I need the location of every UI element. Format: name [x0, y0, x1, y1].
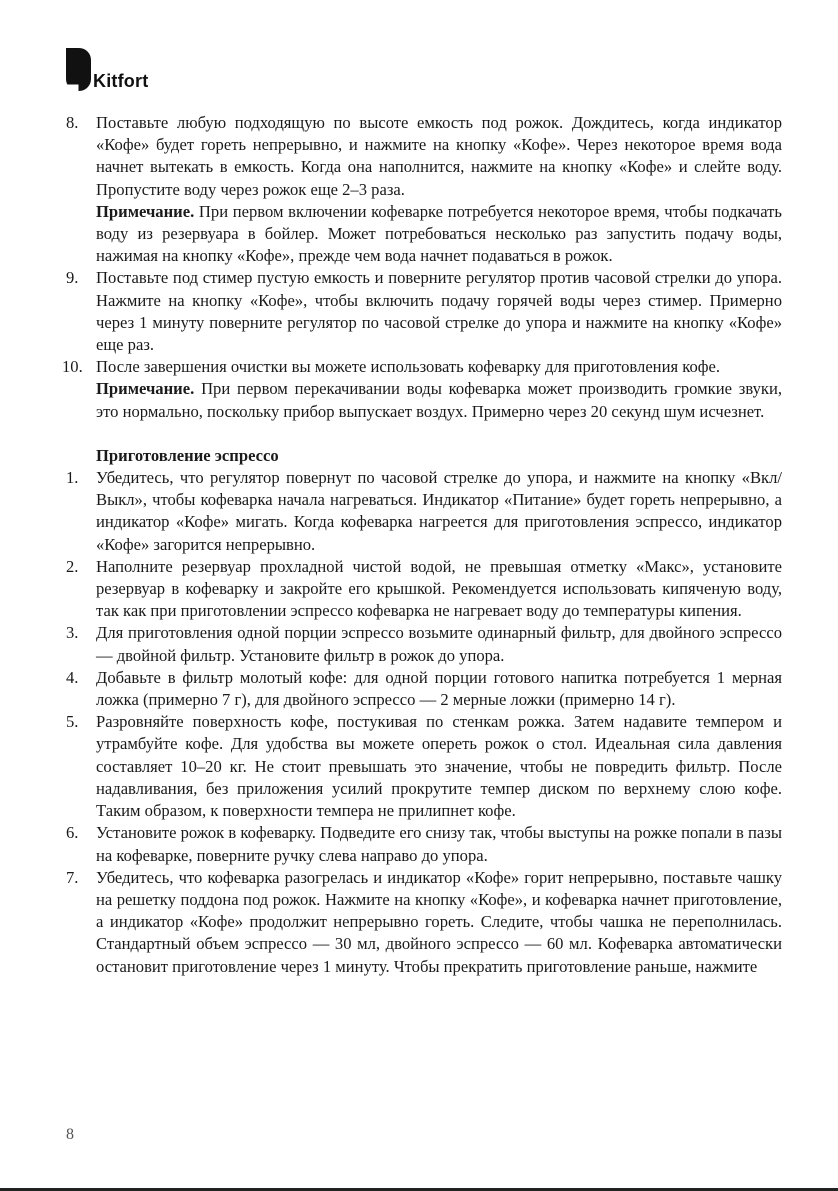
item-text: Поставьте под стимер пустую емкость и поверните регулятор против часовой стрелки до упора. Нажмите на кнопку «Кофе», чтобы включить подачу горячей воды через стимер. Примерно через 1 минуту поверните регулятор по часовой стрелке до упора и нажмите на кнопку «Кофе» еще раз. [96, 268, 782, 355]
item-number: 3. [66, 623, 79, 643]
item-number: 7. [66, 867, 79, 887]
item-number: 4. [66, 667, 79, 687]
kitfort-logo-icon [66, 48, 91, 91]
note-text: При первом перекачивании воды кофеварка может производить громкие звуки, это нормально, поскольку прибор выпускает воздух. Примерно через 20 секунд шум исчезнет. [96, 379, 782, 421]
item-number: 1. [66, 468, 79, 488]
note-label: Примечание. [96, 379, 195, 399]
item-text: Поставьте любую подходящую по высоте емкость под рожок. Дождитесь, когда индикатор «Кофе» будет гореть непрерывно, и нажмите на кнопку «Кофе». Через некоторое время вода начнет вытекать в емкость. Когда она наполнится, нажмите на кнопку «Кофе» и слейте воду. Пропустите воду через рожок еще 2–3 раза. [96, 113, 782, 199]
item-text: После завершения очистки вы можете использовать кофеварку для приготовления кофе. [96, 357, 721, 377]
note [96, 378, 782, 422]
list-item [66, 867, 782, 978]
list-item [66, 267, 782, 356]
list-item [66, 711, 782, 822]
item-number: 2. [66, 556, 79, 576]
item-text: Установите рожок в кофеварку. Подведите его снизу так, чтобы выступы на рожке попали в пазы на кофеварке, поверните ручку слева направо до упора. [96, 823, 782, 865]
item-number: 5. [66, 712, 79, 732]
note-label: Примечание. [96, 201, 195, 221]
list-item [66, 467, 782, 556]
item-number: 9. [66, 268, 79, 288]
list-item [66, 112, 782, 201]
list-item [66, 822, 782, 866]
list-item [66, 667, 782, 711]
brand-logo [66, 48, 148, 91]
item-text: Наполните резервуар прохладной чистой водой, не превышая отметку «Макс», установите резервуар в кофеварку и закройте его крышкой. Рекомендуется использовать кипяченую воду, так как при приготовлении эспрессо кофеварка не нагревает воду до температуры кипения. [96, 556, 782, 621]
item-text: Убедитесь, что кофеварка разогрелась и индикатор «Кофе» горит непрерывно, поставьте чашку на решетку поддона под рожок. Нажмите на кнопку «Кофе», и кофеварка начнет приготовление, а индикатор «Кофе» продолжит непрерывно гореть. Следите, чтобы чашка не переполнилась. Стандартный объем эспрессо — 30 мл, двойного эспрессо — 60 мл. Кофеварка автоматически остановит приготовление через 1 минуту. Чтобы прекратить приготовление раньше, нажмите [96, 867, 782, 976]
item-text: Убедитесь, что регулятор повернут по часовой стрелке до упора, и нажмите на кнопку «Вкл/Выкл», чтобы кофеварка начала нагреваться. Индикатор «Питание» будет гореть непрерывно, а индикатор «Кофе» мигать. Когда кофеварка нагреется для приготовления эспрессо, индикатор «Кофе» загорится непрерывно. [96, 468, 782, 554]
item-text: Разровняйте поверхность кофе, постукивая по стенкам рожка. Затем надавите темпером и утрамбуйте кофе. Для удобства вы можете опереть рожок о стол. Идеальная сила давления составляет 10–20 кг. Не стоит превышать это значение, чтобы не повредить фильтр. После надавливания, без приложения усилий прокрутите темпер диском по верхнему слою кофе. Таким образом, к поверхности темпера не прилипнет кофе. [96, 712, 782, 821]
list-item [66, 622, 782, 666]
page-number: 8 [66, 1126, 74, 1143]
item-number: 10. [62, 357, 83, 377]
note [96, 201, 782, 268]
brand-name: Kitfort [93, 71, 149, 91]
page-content [62, 112, 782, 978]
list-item [66, 556, 782, 623]
item-number: 6. [66, 823, 79, 843]
section-heading: Приготовление эспрессо [96, 445, 279, 465]
item-text: Добавьте в фильтр молотый кофе: для одной порции готового напитка потребуется 1 мерная ложка (примерно 7 г), для двойного эспрессо — 2 мерные ложки (примерно 14 г). [96, 667, 782, 710]
note-text: При первом включении кофеварке потребуется некоторое время, чтобы подкачать воду из резервуара в бойлер. Может потребоваться несколько раз запустить подачу воды, нажимая на кнопку «Кофе», прежде чем вода начнет подаваться в рожок. [96, 201, 782, 266]
item-number: 8. [66, 113, 79, 132]
list-item [62, 356, 782, 378]
item-text: Для приготовления одной порции эспрессо возьмите одинарный фильтр, для двойного эспрессо — двойной фильтр. Установите фильтр в рожок до упора. [96, 623, 782, 665]
